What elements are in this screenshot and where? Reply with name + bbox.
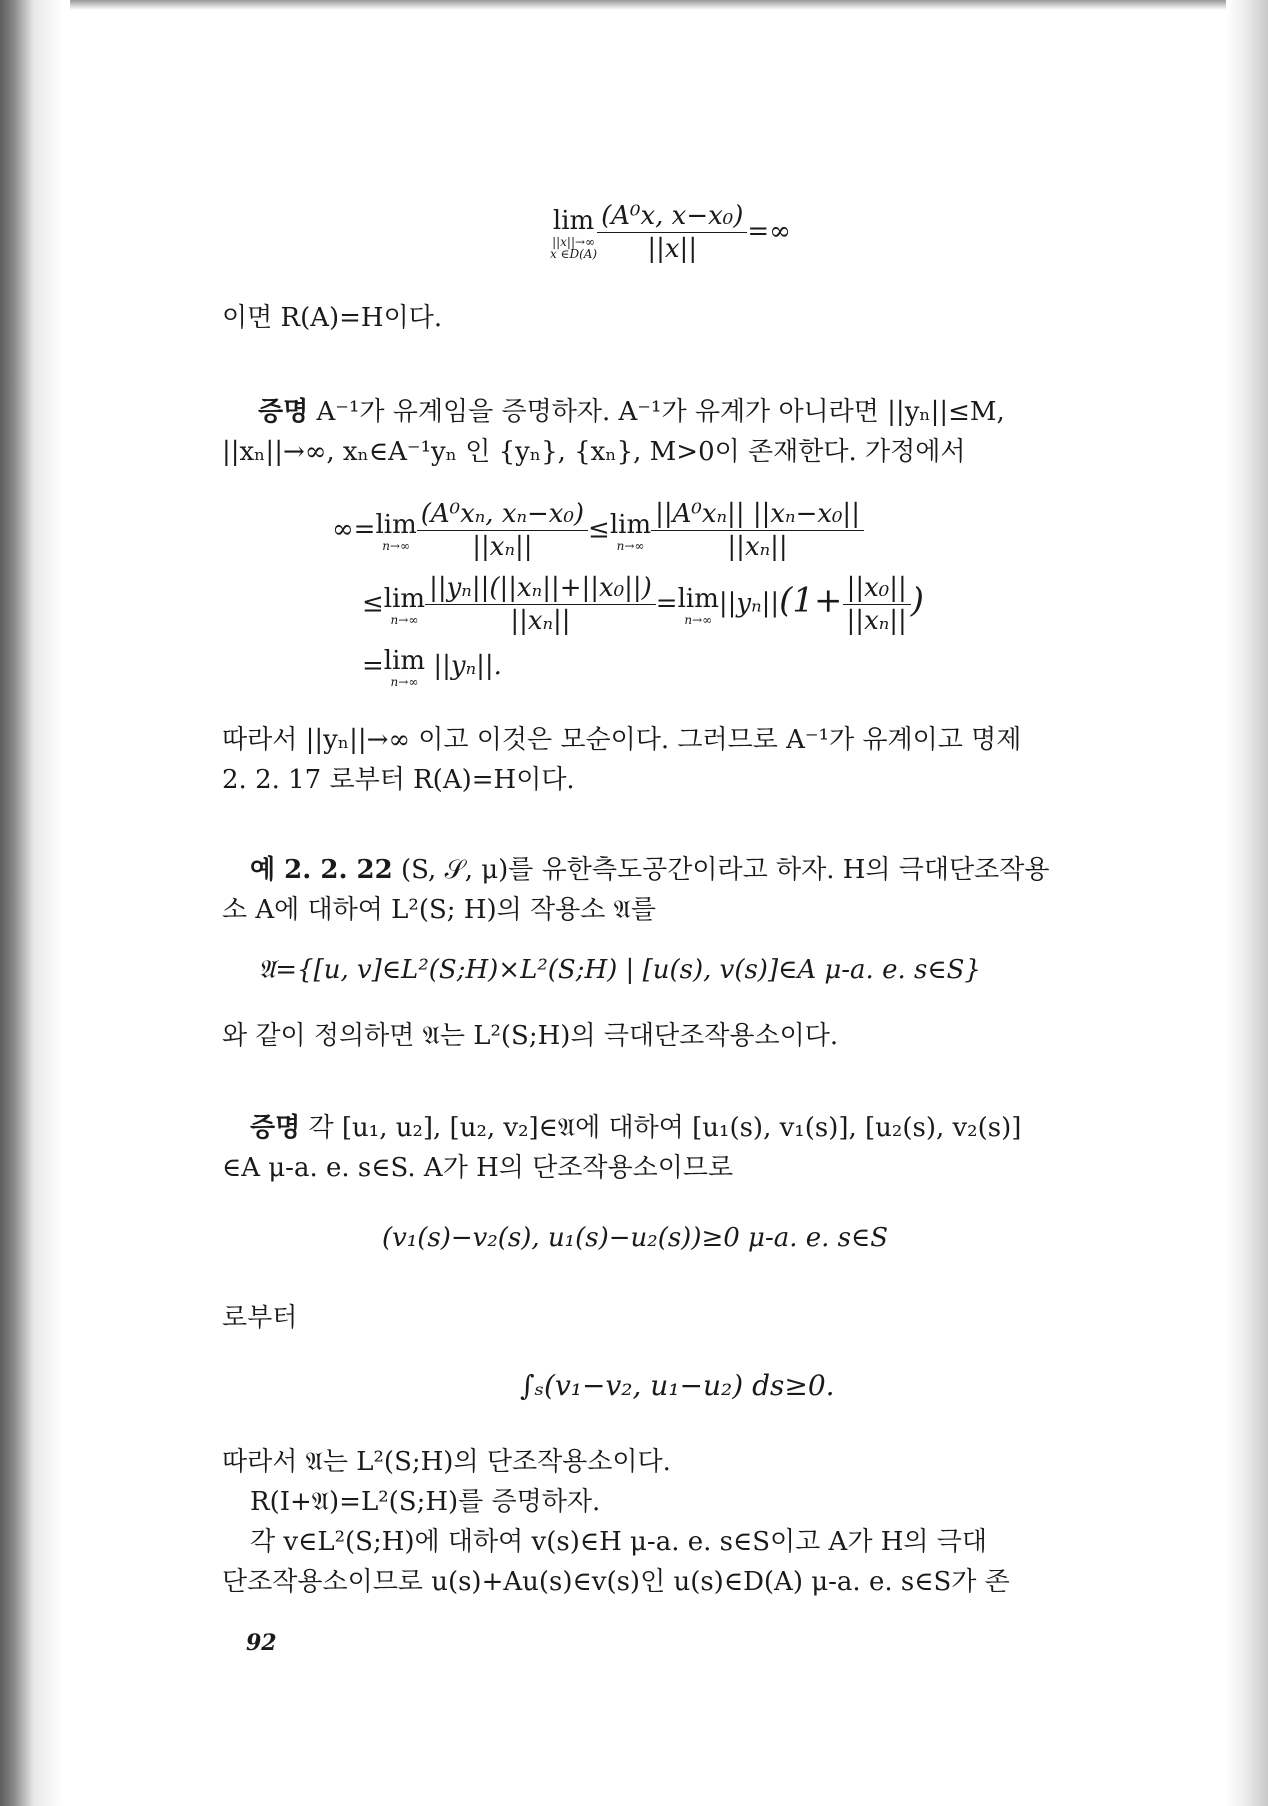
proof-line: R(I+𝔄)=L²(S;H)를 증명하자. [250, 1487, 601, 1517]
page-shadow-top [0, 0, 1268, 10]
text-line: 2. 2. 17 로부터 R(A)=H이다. [222, 765, 575, 795]
limit-operator: lim ||x||→∞ x ∈D(A) [550, 205, 598, 261]
proof-line: 로부터 [222, 1303, 298, 1333]
integral-inequality: ∫ₛ(v₁−v₂, u₁−u₂) ds≥0. [520, 1369, 835, 1402]
proof-heading: 증명 [250, 1113, 301, 1143]
limit-operator: lim n→∞ [383, 583, 426, 627]
fraction: $\frac{\text{||x₀||}}{\text{||xₙ||}}$ [843, 572, 911, 637]
proof-line: 각 v∈L²(S;H)에 대하여 v(s)∈H μ-a. e. s∈S이고 A가 H의 극대 [250, 1527, 988, 1557]
fraction: $\frac{\text{||yₙ||(||xₙ||+||x₀||)}}{\text{||xₙ||}}$ [425, 572, 656, 637]
text-line: 이면 R(A)=H이다. [222, 303, 443, 333]
fraction: $\frac{\text{||A⁰xₙ|| ||xₙ−x₀||}}{\text{||xₙ||}}$ [651, 498, 864, 563]
example-line: 와 같이 정의하면 𝔄는 L²(S;H)의 극대단조작용소이다. [222, 1021, 839, 1051]
fraction: $\frac{\text{(A⁰xₙ, xₙ−x₀)}}{\text{||xₙ||}}$ [417, 498, 588, 563]
equation-row-2: ≤ lim n→∞ $\frac{\text{||yₙ||(||xₙ||+||x₀||)}}{\text{||xₙ||}}$ = lim n→∞ ||yₙ||(1+ $\frac{\text{||x₀||}}{\text{||xₙ||}}$ ) [362, 573, 925, 636]
monotone-inequality: (v₁(s)−v₂(s), u₁(s)−u₂(s))≥0 μ-a. e. s∈S [382, 1223, 889, 1253]
example-line: 예 2. 2. 22 (S, 𝒮, μ)를 유한측도공간이라고 하자. H의 극대단조작용 [250, 855, 1050, 885]
example-formula: 𝔄={[u, v]∈L²(S;H)×L²(S;H) | [u(s), v(s)]∈A μ-a. e. s∈S} [258, 955, 981, 985]
proof-line: ∈A μ-a. e. s∈S. A가 H의 단조작용소이므로 [222, 1153, 734, 1183]
proof-line: 증명 A⁻¹가 유계임을 증명하자. A⁻¹가 유계가 아니라면 ||yₙ||≤M, [258, 397, 1005, 427]
proof-line: ||xₙ||→∞, xₙ∈A⁻¹yₙ 인 {yₙ}, {xₙ}, M>0이 존재한다. 가정에서 [222, 437, 966, 467]
page-shadow-left [0, 0, 70, 1806]
equation-row-3: = lim n→∞ ||yₙ||. [362, 646, 502, 689]
proof-line: 따라서 𝔄는 L²(S;H)의 단조작용소이다. [222, 1447, 671, 1477]
proof-line: 단조작용소이므로 u(s)+Au(s)∈v(s)인 u(s)∈D(A) μ-a. e. s∈S가 존 [222, 1567, 1010, 1597]
book-page [70, 10, 1226, 1800]
limit-operator: lim n→∞ [383, 646, 426, 689]
page-number: 92 [246, 1630, 277, 1656]
limit-operator: lim n→∞ [375, 509, 417, 553]
page-shadow-right [1226, 0, 1268, 1806]
example-heading: 예 2. 2. 22 [250, 855, 393, 885]
limit-operator: lim n→∞ [677, 583, 719, 627]
proof-line: 증명 각 [u₁, u₂], [u₂, v₂]∈𝔄에 대하여 [u₁(s), v₁(s)], [u₂(s), v₂(s)] [250, 1113, 1022, 1143]
example-line: 소 A에 대하여 L²(S; H)의 작용소 𝔄를 [222, 895, 656, 925]
formula-top: lim ||x||→∞ x ∈D(A) $\frac{\text{(A⁰x, x−x₀)}}{||x||}$ =∞ [550, 201, 791, 264]
equation-row-1: ∞= lim n→∞ $\frac{\text{(A⁰xₙ, xₙ−x₀)}}{\text{||xₙ||}}$ ≤ lim n→∞ $\frac{\text{||A⁰xₙ|| ||xₙ−x₀||}}{\text{||xₙ||}}$ [332, 498, 864, 563]
text-line: 따라서 ||yₙ||→∞ 이고 이것은 모순이다. 그러므로 A⁻¹가 유계이고 명제 [222, 725, 1022, 755]
limit-operator: lim n→∞ [609, 509, 652, 553]
proof-heading: 증명 [258, 397, 309, 427]
fraction: $\frac{\text{(A⁰x, x−x₀)}}{||x||}$ [597, 200, 747, 265]
